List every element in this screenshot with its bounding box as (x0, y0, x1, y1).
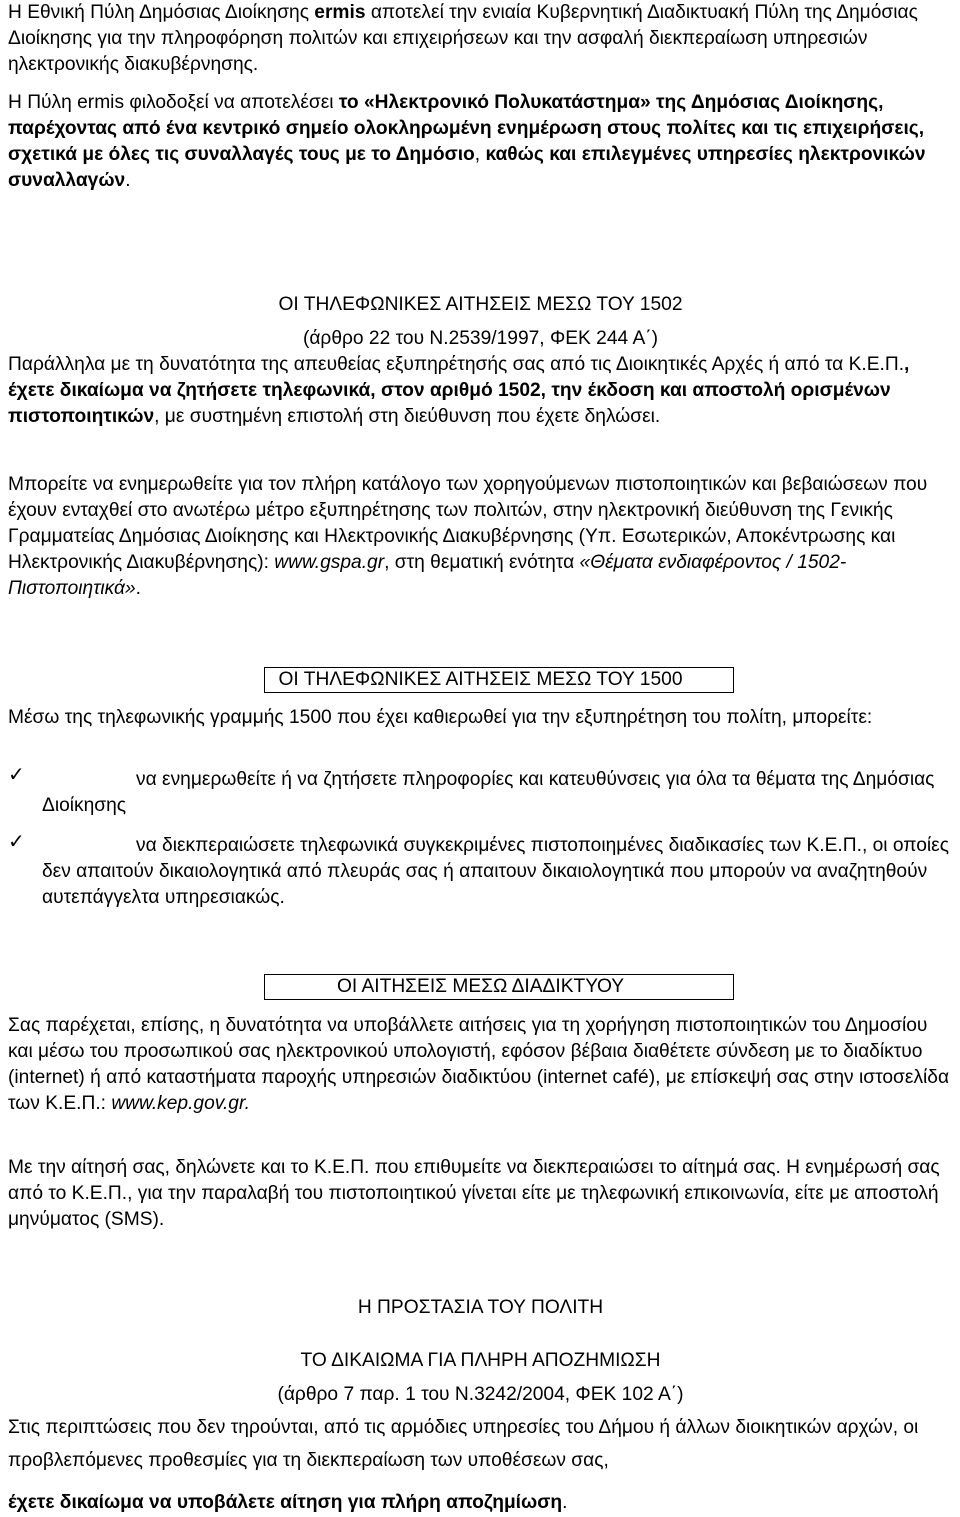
checkmark-icon: ✓ (8, 764, 25, 786)
list-item (42, 833, 954, 911)
section-web-paragraph (8, 1013, 953, 1117)
list-item-text: να διεκπεραιώσετε τηλεφωνικά συγκεκριμένες πιστοποιημένες διαδικασίες των Κ.Ε.Π., οι οποίες δεν απαιτούν δικαιολογητικά από πλευράς σας ή απαιτουν δικαιολογητικά που μπορούν να αναζητηθούν αυτεπάγγελτα υπηρεσιακώς. (42, 835, 949, 908)
paragraph-text: Παράλληλα με τη δυνατότητα της απευθείας εξυπηρέτησής σας από τις Διοικητικές Αρχές ή από τα Κ.Ε.Π. (8, 354, 905, 375)
section-1500-title: ΟΙ ΤΗΛΕΦΩΝΙΚΕΣ ΑΙΤΗΣΕΙΣ ΜΕΣΩ ΤΟΥ 1500 (278, 669, 683, 690)
compensation-law: (άρθρο 7 παρ. 1 του Ν.3242/2004, ΦΕΚ 102 Α΄) (277, 1384, 684, 1405)
paragraph-text: , στη θεματική ενότητα (384, 552, 580, 573)
paragraph-text: . (135, 578, 141, 599)
ermis-name: ermis (314, 2, 366, 23)
section-1500-intro: Μέσω της τηλεφωνικής γραμμής 1500 που έχει καθιερωθεί για την εξυπηρέτηση του πολίτη, μπορείτε: (8, 707, 873, 728)
section-1502-info-paragraph (8, 472, 953, 602)
section-1502-paragraph (8, 352, 953, 430)
intro-text: Η Εθνική Πύλη Δημόσιας Διοίκησης (8, 2, 315, 23)
list-item-text: να ενημερωθείτε ή να ζητήσετε πληροφορίες και κατευθύνσεις για όλα τα θέματα της Δημόσιας Διοίκησης (42, 769, 935, 816)
compensation-paragraph: Στις περιπτώσεις που δεν τηρούνται, από τις αρμόδιες υπηρεσίες του Δήμου ή άλλων διοικητικών αρχών, οι προβλεπόμενες προθεσμίες για τη διεκπεραίωση των υποθέσεων σας, (8, 1417, 919, 1471)
paragraph-bold-text: έχετε δικαίωμα να υποβάλετε αίτηση για πλήρη αποζημίωση (8, 1492, 563, 1513)
paragraph-text: Μπορείτε να ενημερωθείτε για τον πλήρη κατάλογο των χορηγούμενων πιστοποιητικών και βεβαιώσεων που έχουν ενταχθεί στο ανωτέρω μέτρο εξυπηρέτησης των πολιτών, στην ηλεκτρονική διεύθυνση της Γενικής Γραμματείας Δημόσιας Διοίκησης και Ηλεκτρονικής Διακυβέρνησης (Υπ. Εσωτερικών, Αποκέντρωσης και Ηλεκτρονικής Διακυβέρνησης): (8, 474, 928, 573)
compensation-right (8, 1490, 953, 1516)
checkmark-icon: ✓ (8, 831, 25, 853)
gspa-link[interactable]: www.gspa.gr (274, 552, 385, 573)
list-item (42, 767, 954, 819)
section-1502-law: (άρθρο 22 του Ν.2539/1997, ΦΕΚ 244 Α΄) (302, 328, 659, 349)
kep-link[interactable]: www.kep.gov.gr. (111, 1093, 250, 1114)
paragraph-text: . (562, 1492, 568, 1513)
paragraph-text: , με συστημένη επιστολή στη διεύθυνση που έχετε δηλώσει. (154, 406, 661, 427)
compensation-title: ΤΟ ΔΙΚΑΙΩΜΑ ΓΙΑ ΠΛΗΡΗ ΑΠΟΖΗΜΙΩΣΗ (300, 1350, 661, 1371)
paragraph-text: Η Πύλη ermis φιλοδοξεί να αποτελέσει (8, 92, 339, 113)
section-web-title: ΟΙ ΑΙΤΗΣΕΙΣ ΜΕΣΩ ΔΙΑΔΙΚΤΥΟΥ (336, 976, 625, 997)
paragraph-bold-text: το «Ηλεκτρονικό Πολυκατάστημα» της Δημόσιας Διοίκησης, παρέχοντας από ένα κεντρικό σημείο ολοκληρωμένη ενημέρωση στους πολίτες και τις επιχειρήσεις, σχετικά με όλες τις συναλλαγές τους με το Δημόσιο (8, 92, 925, 165)
intro-paragraph (8, 0, 953, 78)
paragraph-bold-text: καθώς και επιλεγμένες υπηρεσίες ηλεκτρονικών συναλλαγών (8, 144, 926, 191)
ermis-goal-paragraph (8, 90, 953, 194)
intro-text: αποτελεί την ενιαία Κυβερνητική Διαδικτυακή Πύλη της Δημόσιας Διοίκησης για την πληροφόρηση πολιτών και επιχειρήσεων και την ασφαλή διεκπεραίωση υπηρεσιών ηλεκτρονικής διακυβέρνησης. (8, 2, 918, 75)
paragraph-bold-text: , έχετε δικαίωμα να ζητήσετε τηλεφωνικά, στον αριθμό 1502, την έκδοση και αποστολή ορισμένων πιστοποιητικών (8, 354, 910, 427)
section-web-paragraph-2: Με την αίτησή σας, δηλώνετε και το Κ.Ε.Π. που επιθυμείτε να διεκπεραιώσει το αίτημά σας. Η ενημέρωσή σας από το Κ.Ε.Π., για την παραλαβή του πιστοποιητικού γίνεται είτε με τηλεφωνική επικοινωνία, είτε με αποστολή μηνύματος (SMS). (8, 1157, 940, 1230)
protection-title: Η ΠΡΟΣΤΑΣΙΑ ΤΟΥ ΠΟΛΙΤΗ (357, 1297, 604, 1318)
topic-reference: «Θέματα ενδιαφέροντος / 1502-Πιστοποιητικά» (8, 552, 847, 599)
paragraph-text: , (474, 144, 486, 165)
section-1502-title: ΟΙ ΤΗΛΕΦΩΝΙΚΕΣ ΑΙΤΗΣΕΙΣ ΜΕΣΩ ΤΟΥ 1502 (278, 294, 683, 315)
paragraph-text: Σας παρέχεται, επίσης, η δυνατότητα να υποβάλλετε αιτήσεις για τη χορήγηση πιστοποιητικών του Δημοσίου και μέσω του προσωπικού σας ηλεκτρονικού υπολογιστή, εφόσον βέβαια διαθέτετε σύνδεση με το διαδίκτυο (internet) ή από καταστήματα παροχής υπηρεσιών διαδικτύου (internet café), με επίσκεψή σας στην ιστοσελίδα των Κ.Ε.Π.: (8, 1015, 950, 1114)
paragraph-text: . (125, 170, 131, 191)
